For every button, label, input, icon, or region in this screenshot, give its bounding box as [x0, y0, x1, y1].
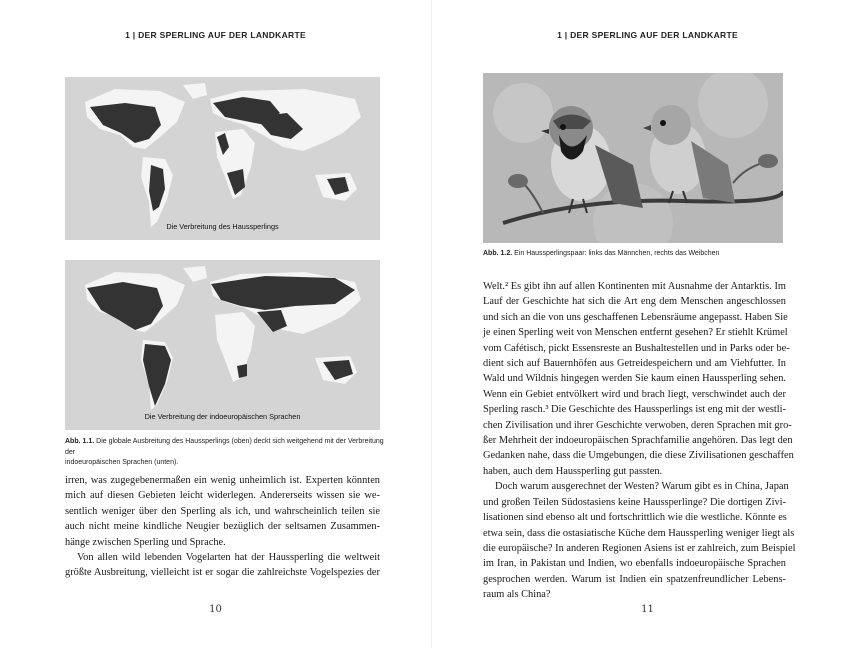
map1-label: Die Verbreitung des Haussperlings	[166, 222, 279, 231]
body-line: lisationen sind ebenso alt und fortschrittlich wie die westliche. Könnte es	[483, 512, 787, 524]
figure-1-1-caption	[65, 437, 385, 469]
left-body-text	[65, 473, 380, 581]
body-line: haben, auch dem Haussperling gut passten.	[483, 465, 663, 477]
sparrow-pair-illustration	[483, 73, 783, 243]
body-line: auch nicht meine kindliche Neugier bezüglich der seltsamen Zusammen-	[65, 521, 380, 533]
body-line: etwa sein, dass die ostasiatische Küche dem Haussperling weniger liegt als	[483, 527, 795, 539]
running-head-right: 1 | DER SPERLING AUF DER LANDKARTE	[557, 30, 738, 40]
world-map-languages	[65, 260, 380, 430]
body-line: je einen Sperling weit von Menschen entfernt gesehen? Er stiehlt Krümel	[483, 327, 788, 339]
left-page	[0, 0, 431, 648]
sparrow-distribution-map	[65, 77, 380, 240]
body-line: mich auf diesen Gebieten leicht widerlegen. Andererseits wissen sie we-	[65, 490, 380, 502]
running-head-left: 1 | DER SPERLING AUF DER LANDKARTE	[125, 30, 306, 40]
body-line: und großen Teilen Südostasiens keine Haussperlinge? Die dortigen Zivi-	[483, 496, 786, 508]
world-map-sparrow	[65, 77, 380, 240]
body-line: dient sich auf Bauernhöfen aus Getreidespeichern und am Viehfutter. In	[483, 358, 786, 370]
figure-1-1-caption-lead: Abb. 1.1.	[65, 438, 95, 445]
body-line: Gedanken nahe, dass die Umgebungen, die diese Zivilisationen geschaffen	[483, 450, 794, 462]
body-line: Doch warum ausgerechnet der Westen? Warum gibt es in China, Japan	[495, 481, 789, 493]
right-body-text	[483, 279, 796, 603]
body-line: irren, was zugegebenermaßen ein wenig unheimlich ist. Experten könnten	[65, 475, 380, 486]
body-line: gesprochen werden. Warum ist Indien ein spatzenfreundlicher Lebens-	[483, 573, 786, 585]
body-line: vom Cafétisch, pickt Essensreste an Bushaltestellen und in Parks oder be-	[483, 342, 790, 354]
body-line: sentlich weniger über den Sperling als ich, und wahrscheinlich teilen sie	[65, 505, 380, 517]
sparrow-pair-photo	[483, 73, 783, 243]
body-line: und sich an die von uns geschaffenen Lebensräume angepasst. Haben Sie	[483, 311, 788, 323]
body-line: Wenn ein Gebiet entvölkert wird und brach liegt, verschwindet auch der	[483, 388, 786, 400]
body-line: chen Zivilisation und ihrer Geschichte verwoben, deren Sprachen mit gro-	[483, 419, 792, 431]
body-line: die europäische? In anderen Regionen Asiens ist er zahlreich, zum Beispiel	[483, 542, 796, 554]
body-line: Sperling rasch.³ Die Geschichte des Haussperlings ist eng mit der westli-	[483, 404, 786, 416]
map2-label: Die Verbreitung der indoeuropäischen Sprachen	[144, 412, 301, 421]
figure-1-1-caption-text-2: indoeuropäischen Sprachen (unten).	[65, 459, 179, 466]
page-number-right: 11	[641, 604, 654, 615]
body-line: Von allen wild lebenden Vogelarten hat der Haussperling die weltweit	[77, 552, 380, 564]
body-line: hänge zwischen Sperling und Sprache.	[65, 536, 226, 548]
body-line: im Iran, in Pakistan und Indien, wo ebenfalls indoeuropäische Sprachen	[483, 558, 786, 570]
figure-1-1-caption-text-1: Die globale Ausbreitung des Haussperlings (oben) deckt sich weitgehend mit der Verbreitung der	[65, 438, 384, 456]
language-distribution-map	[65, 260, 380, 430]
figure-1-2-caption	[483, 249, 803, 260]
body-line: Wald und Wildnis hingegen werden Sie kaum einen Haussperling sehen.	[483, 373, 786, 385]
page-number-left: 10	[209, 604, 222, 615]
body-line: größte Ausbreitung, vielleicht ist er sogar die zahlreichste Vogelspezies der	[65, 567, 380, 579]
body-line: raum als China?	[483, 589, 551, 601]
figure-1-2-caption-text: Ein Haussperlingspaar: links das Männchen, rechts das Weibchen	[512, 250, 720, 257]
body-line: Welt.² Es gibt ihn auf allen Kontinenten mit Ausnahme der Antarktis. Im	[483, 281, 786, 292]
body-line: ßer Mehrheit der indoeuropäischen Sprachfamilie angehören. Das legt den	[483, 435, 793, 447]
figure-1-2-caption-lead: Abb. 1.2.	[483, 250, 513, 257]
body-line: Lauf der Geschichte hat sich die Art eng dem Menschen angeschlossen	[483, 296, 786, 308]
